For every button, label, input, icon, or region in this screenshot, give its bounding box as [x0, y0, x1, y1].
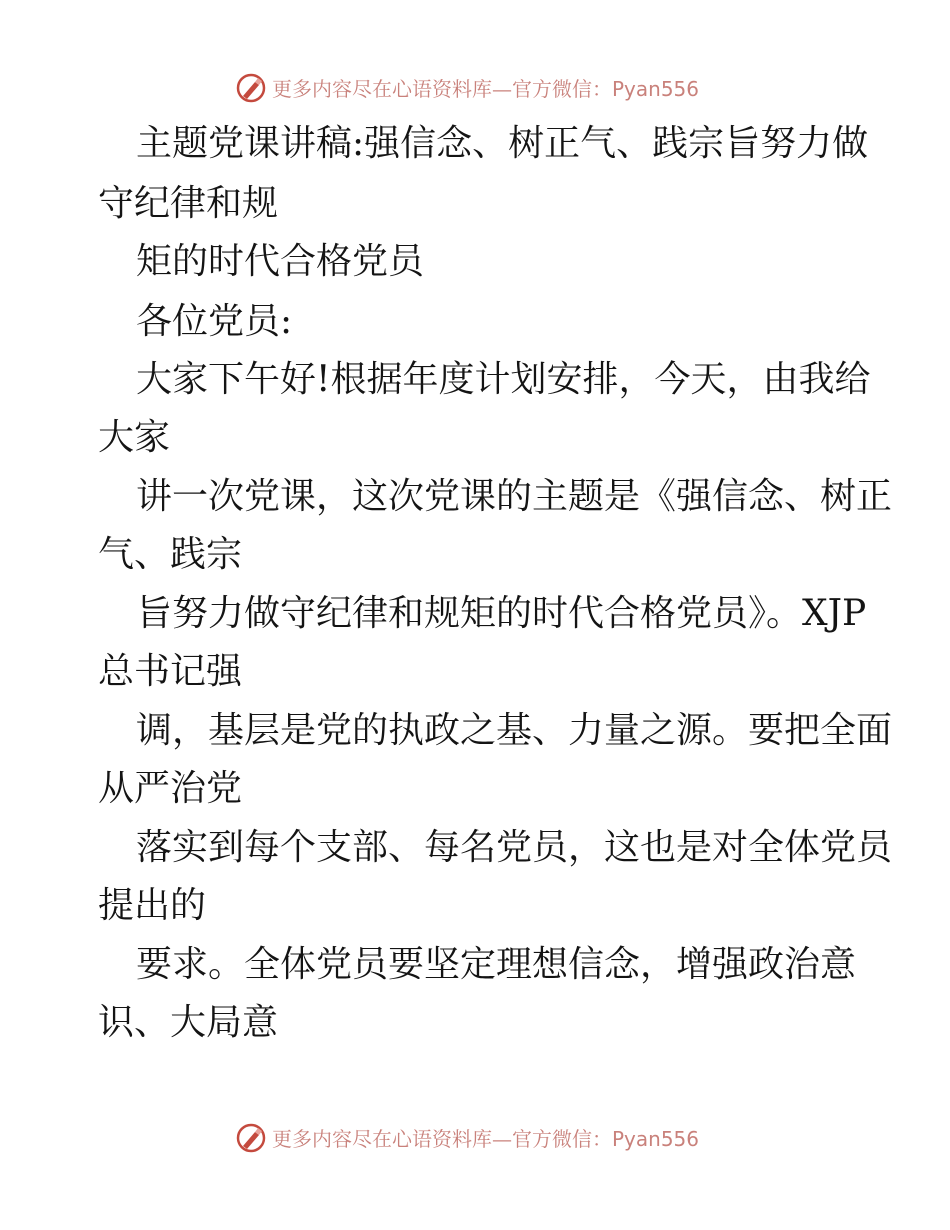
footer-banner: [0, 1120, 950, 1160]
footer-banner-contact: 官方微信：Pyan556: [512, 1127, 700, 1151]
text-line: 总书记强: [98, 651, 243, 692]
text-line: 气、践宗: [98, 534, 243, 575]
header-banner-contact: 官方微信：Pyan556: [512, 77, 700, 101]
text-line: 提出的: [98, 885, 207, 926]
text-line: 矩的时代合格党员: [136, 241, 425, 282]
text-line: 识、大局意: [98, 1002, 279, 1043]
text-line: 主题党课讲稿:强信念、树正气、践宗旨努力做: [136, 123, 869, 164]
text-line: 调，基层是党的执政之基、力量之源。要把全面: [136, 710, 893, 751]
text-line: 大家: [98, 417, 171, 458]
header-banner-text: 更多内容尽在心语资料库—官方微信：Pyan556: [272, 77, 700, 101]
text-line: 落实到每个支部、每名党员，这也是对全体党员: [136, 827, 893, 868]
pen-logo-icon: [235, 1122, 267, 1154]
footer-banner-text: 更多内容尽在心语资料库—官方微信：Pyan556: [272, 1127, 700, 1151]
text-line: 旨努力做守纪律和规矩的时代合格党员》。XJP: [136, 593, 867, 634]
text-line: 从严治党: [98, 768, 243, 809]
text-line: 讲一次党课，这次党课的主题是《强信念、树正: [136, 476, 893, 517]
text-line: 守纪律和规: [98, 183, 279, 224]
text-line: 要求。全体党员要坚定理想信念，增强政治意: [136, 944, 857, 985]
text-line: 大家下午好!根据年度计划安排，今天，由我给: [136, 359, 871, 400]
text-line: 各位党员:: [136, 301, 293, 342]
pen-logo-icon: [235, 72, 267, 104]
header-banner: [0, 70, 950, 110]
